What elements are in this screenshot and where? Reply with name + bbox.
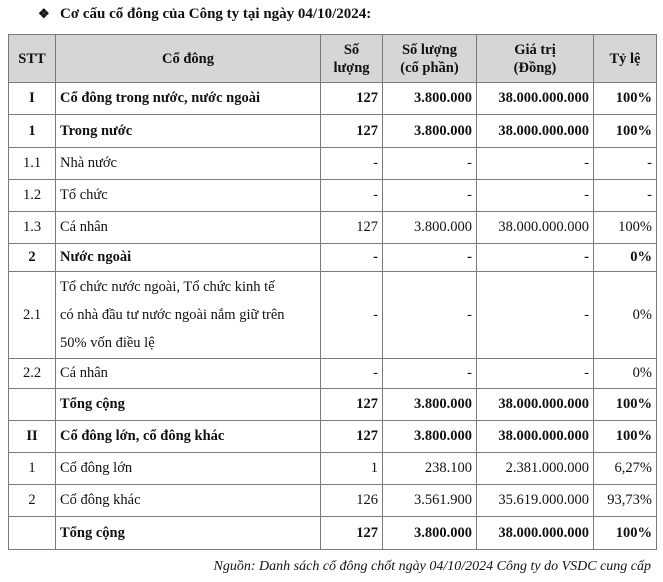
header-value: Giá trị (Đồng) — [477, 35, 594, 83]
table-row: 1.2 Tổ chức - - - - — [9, 180, 657, 212]
table-row: II Cổ đông lớn, cổ đông khác 127 3.800.000 38.000.000.000 100% — [9, 421, 657, 453]
diamond-bullet-icon: ❖ — [38, 6, 50, 21]
header-stt: STT — [9, 35, 56, 83]
section-heading — [38, 6, 371, 23]
shareholder-structure-table — [8, 34, 657, 550]
table-row-total: Tổng cộng 127 3.800.000 38.000.000.000 100% — [9, 389, 657, 421]
table-row: 2.1 Tổ chức nước ngoài, Tổ chức kinh tế có nhà đầu tư nước ngoài nắm giữ trên 50% vốn điều lệ - - - 0% — [9, 272, 657, 359]
heading-text: Cơ cấu cổ đông của Công ty tại ngày 04/10/2024: — [60, 6, 372, 22]
source-note: Nguồn: Danh sách cổ đông chốt ngày 04/10/2024 Công ty do VSDC cung cấp — [213, 559, 651, 574]
header-shareholder: Cổ đông — [56, 35, 321, 83]
header-shares: Số lượng (cổ phần) — [383, 35, 477, 83]
table-row: 2 Nước ngoài - - - 0% — [9, 244, 657, 272]
table-row: I Cổ đông trong nước, nước ngoài 127 3.800.000 38.000.000.000 100% — [9, 83, 657, 115]
table-row: 2.2 Cá nhân - - - 0% — [9, 359, 657, 389]
table-row: 1.3 Cá nhân 127 3.800.000 38.000.000.000 100% — [9, 212, 657, 244]
table-row: 1 Trong nước 127 3.800.000 38.000.000.000 100% — [9, 115, 657, 148]
table-header-row — [9, 35, 657, 83]
table-row: 1 Cổ đông lớn 1 238.100 2.381.000.000 6,27% — [9, 453, 657, 485]
header-ratio: Tỷ lệ — [594, 35, 657, 83]
table-row: 2 Cổ đông khác 126 3.561.900 35.619.000.000 93,73% — [9, 485, 657, 517]
header-count: Số lượng — [321, 35, 383, 83]
table-row-total: Tổng cộng 127 3.800.000 38.000.000.000 100% — [9, 517, 657, 550]
table-row: 1.1 Nhà nước - - - - — [9, 148, 657, 180]
